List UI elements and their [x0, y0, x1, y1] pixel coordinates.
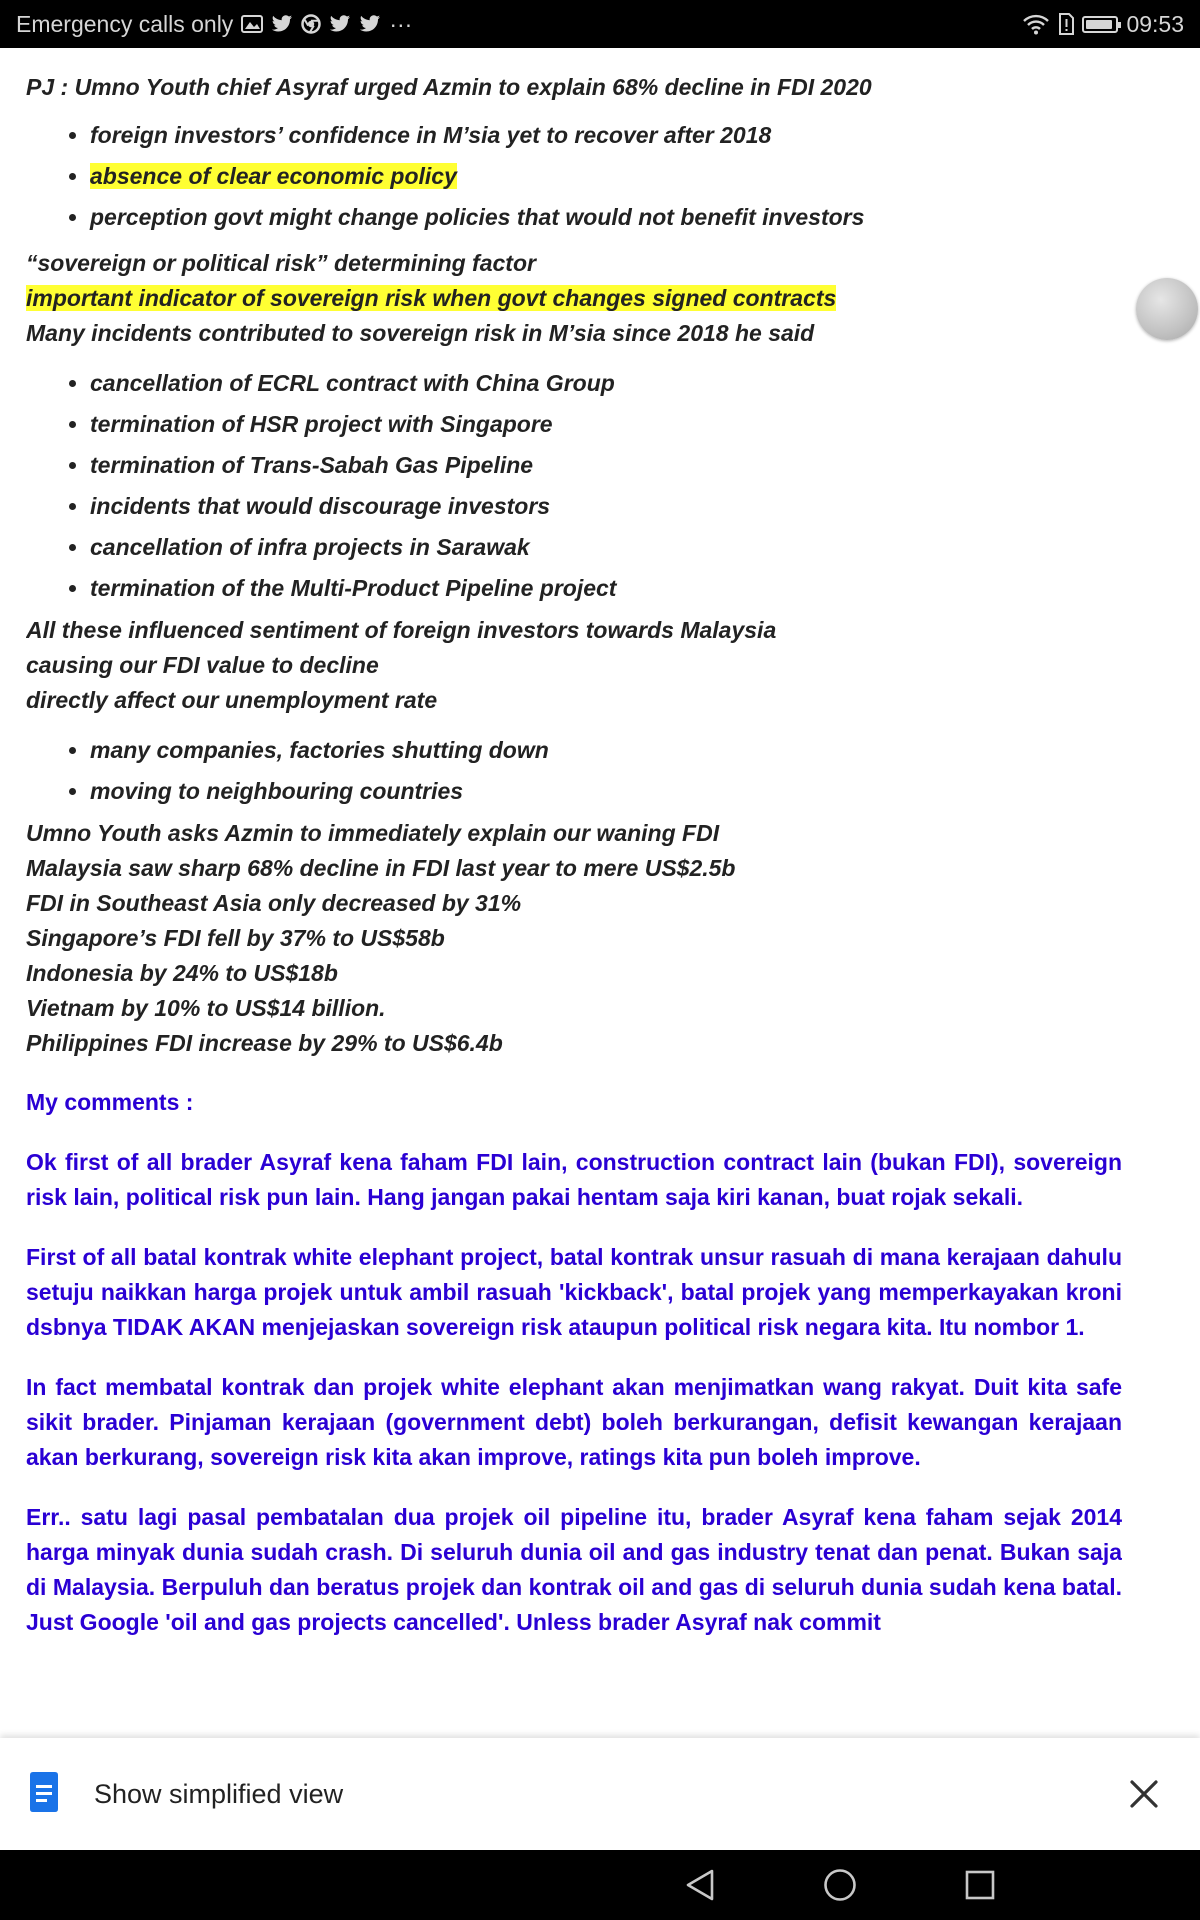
text-line-content: Many incidents contributed to sovereign risk in M’sia since 2018 he said	[26, 320, 815, 346]
list-item-text: absence of clear economic policy	[90, 163, 457, 189]
list-item: • termination of the Multi-Product Pipeline project	[90, 568, 1122, 609]
list-item: • termination of HSR project with Singapore	[90, 404, 1122, 445]
text-line	[26, 281, 1122, 316]
status-bar	[0, 0, 1200, 48]
recents-icon[interactable]	[959, 1864, 1001, 1906]
paragraph-3	[26, 816, 1122, 1061]
list-item: • moving to neighbouring countries	[90, 771, 1122, 812]
text-line-content: important indicator of sovereign risk when govt changes signed contracts	[26, 285, 837, 311]
text-line: FDI in Southeast Asia only decreased by 31%	[26, 890, 522, 916]
comment-paragraph: First of all batal kontrak white elephant project, batal kontrak unsur rasuah di mana kerajaan dahulu setuju naikkan harga projek untuk ambil rasuah 'kickback', batal projek yang memperkayakan kroni dsbnya TIDAK AKAN menjejaskan sovereign risk ataupun political risk negara kita. Itu nombor 1.	[26, 1244, 1122, 1340]
status-left	[16, 11, 412, 38]
bullet-list-2	[26, 363, 1122, 609]
text-line: Malaysia saw sharp 68% decline in FDI last year to mere US$2.5b	[26, 855, 736, 881]
twitter-icon	[359, 14, 381, 34]
twitter-icon	[271, 14, 293, 34]
list-item-text: perception govt might change policies that would not benefit investors	[90, 204, 865, 230]
bullet-list-1	[26, 115, 1122, 238]
chrome-icon	[301, 14, 321, 34]
article-content	[26, 48, 1122, 1738]
text-line	[26, 316, 1122, 351]
comment-paragraph: In fact membatal kontrak dan projek white elephant akan menjimatkan wang rakyat. Duit kita safe sikit brader. Pinjaman kerajaan (government debt) boleh berkurangan, defisit kewangan kerajaan akan berkurang, sovereign risk kita akan improve, ratings kita pun boleh improve.	[26, 1374, 1122, 1470]
bullet-list-3	[26, 730, 1122, 812]
scroll-thumb[interactable]	[1136, 278, 1198, 340]
text-line: Singapore’s FDI fell by 37% to US$58b	[26, 925, 445, 951]
list-item: • termination of Trans-Sabah Gas Pipeline	[90, 445, 1122, 486]
document-icon	[28, 1771, 60, 1818]
list-item	[90, 115, 1122, 156]
paragraph-2	[26, 613, 1122, 718]
text-line: Vietnam by 10% to US$14 billion.	[26, 995, 386, 1021]
list-item: • many companies, factories shutting down	[90, 730, 1122, 771]
sim-alert-icon	[1058, 13, 1074, 35]
text-line: directly affect our unemployment rate	[26, 687, 438, 713]
text-line: Philippines FDI increase by 29% to US$6.4b	[26, 1030, 503, 1056]
battery-icon	[1082, 16, 1118, 33]
list-item: • cancellation of infra projects in Sarawak	[90, 527, 1122, 568]
comments-heading: My comments :	[26, 1089, 194, 1115]
comment-paragraph: Ok first of all brader Asyraf kena faham FDI lain, construction contract lain (bukan FDI), sovereign risk lain, political risk pun lain. Hang jangan pakai hentam saja kiri kanan, buat rojak sekali.	[26, 1149, 1122, 1210]
show-simplified-view-button[interactable]: Show simplified view	[94, 1778, 344, 1809]
simplified-view-bar[interactable]	[0, 1738, 1200, 1850]
battery-level	[1086, 20, 1111, 29]
clock: 09:53	[1126, 10, 1184, 37]
comments-section	[26, 1085, 1122, 1640]
list-item	[90, 156, 1122, 197]
comment-paragraph: Err.. satu lagi pasal pembatalan dua projek oil pipeline itu, brader Asyraf kena faham sejak 2014 harga minyak dunia sudah crash. Di seluruh dunia oil and gas industry tenat dan penat. Bukan saja di Malaysia. Berpuluh dan beratus projek dan kontrak oil and gas di seluruh dunia sudah kena batal. Just Google 'oil and gas projects cancelled'. Unless brader Asyraf nak commit	[26, 1504, 1122, 1635]
home-icon[interactable]	[819, 1864, 861, 1906]
text-line: All these influenced sentiment of foreign investors towards Malaysia	[26, 617, 777, 643]
wifi-icon	[1022, 13, 1050, 35]
text-line	[26, 246, 1122, 281]
photos-icon	[241, 14, 263, 34]
close-icon[interactable]	[1116, 1766, 1172, 1822]
carrier-text: Emergency calls only	[16, 10, 234, 37]
navigation-bar	[0, 1850, 1200, 1920]
text-line: Indonesia by 24% to US$18b	[26, 960, 338, 986]
list-item: • incidents that would discourage investors	[90, 486, 1122, 527]
list-item: • cancellation of ECRL contract with China Group	[90, 363, 1122, 404]
text-line-content: “sovereign or political risk” determining factor	[26, 250, 536, 276]
text-line: causing our FDI value to decline	[26, 652, 379, 678]
paragraph-1	[26, 246, 1122, 351]
list-item-text: foreign investors’ confidence in M’sia yet to recover after 2018	[90, 122, 772, 148]
list-item	[90, 197, 1122, 238]
article-body	[26, 70, 1122, 1061]
headline: PJ : Umno Youth chief Asyraf urged Azmin to explain 68% decline in FDI 2020	[26, 74, 872, 100]
more-notifications-icon: ···	[389, 10, 413, 37]
text-line: Umno Youth asks Azmin to immediately explain our waning FDI	[26, 820, 720, 846]
status-right	[1022, 11, 1184, 38]
twitter-icon	[329, 14, 351, 34]
back-icon[interactable]	[679, 1864, 721, 1906]
comment-paragraphs	[26, 1145, 1122, 1640]
